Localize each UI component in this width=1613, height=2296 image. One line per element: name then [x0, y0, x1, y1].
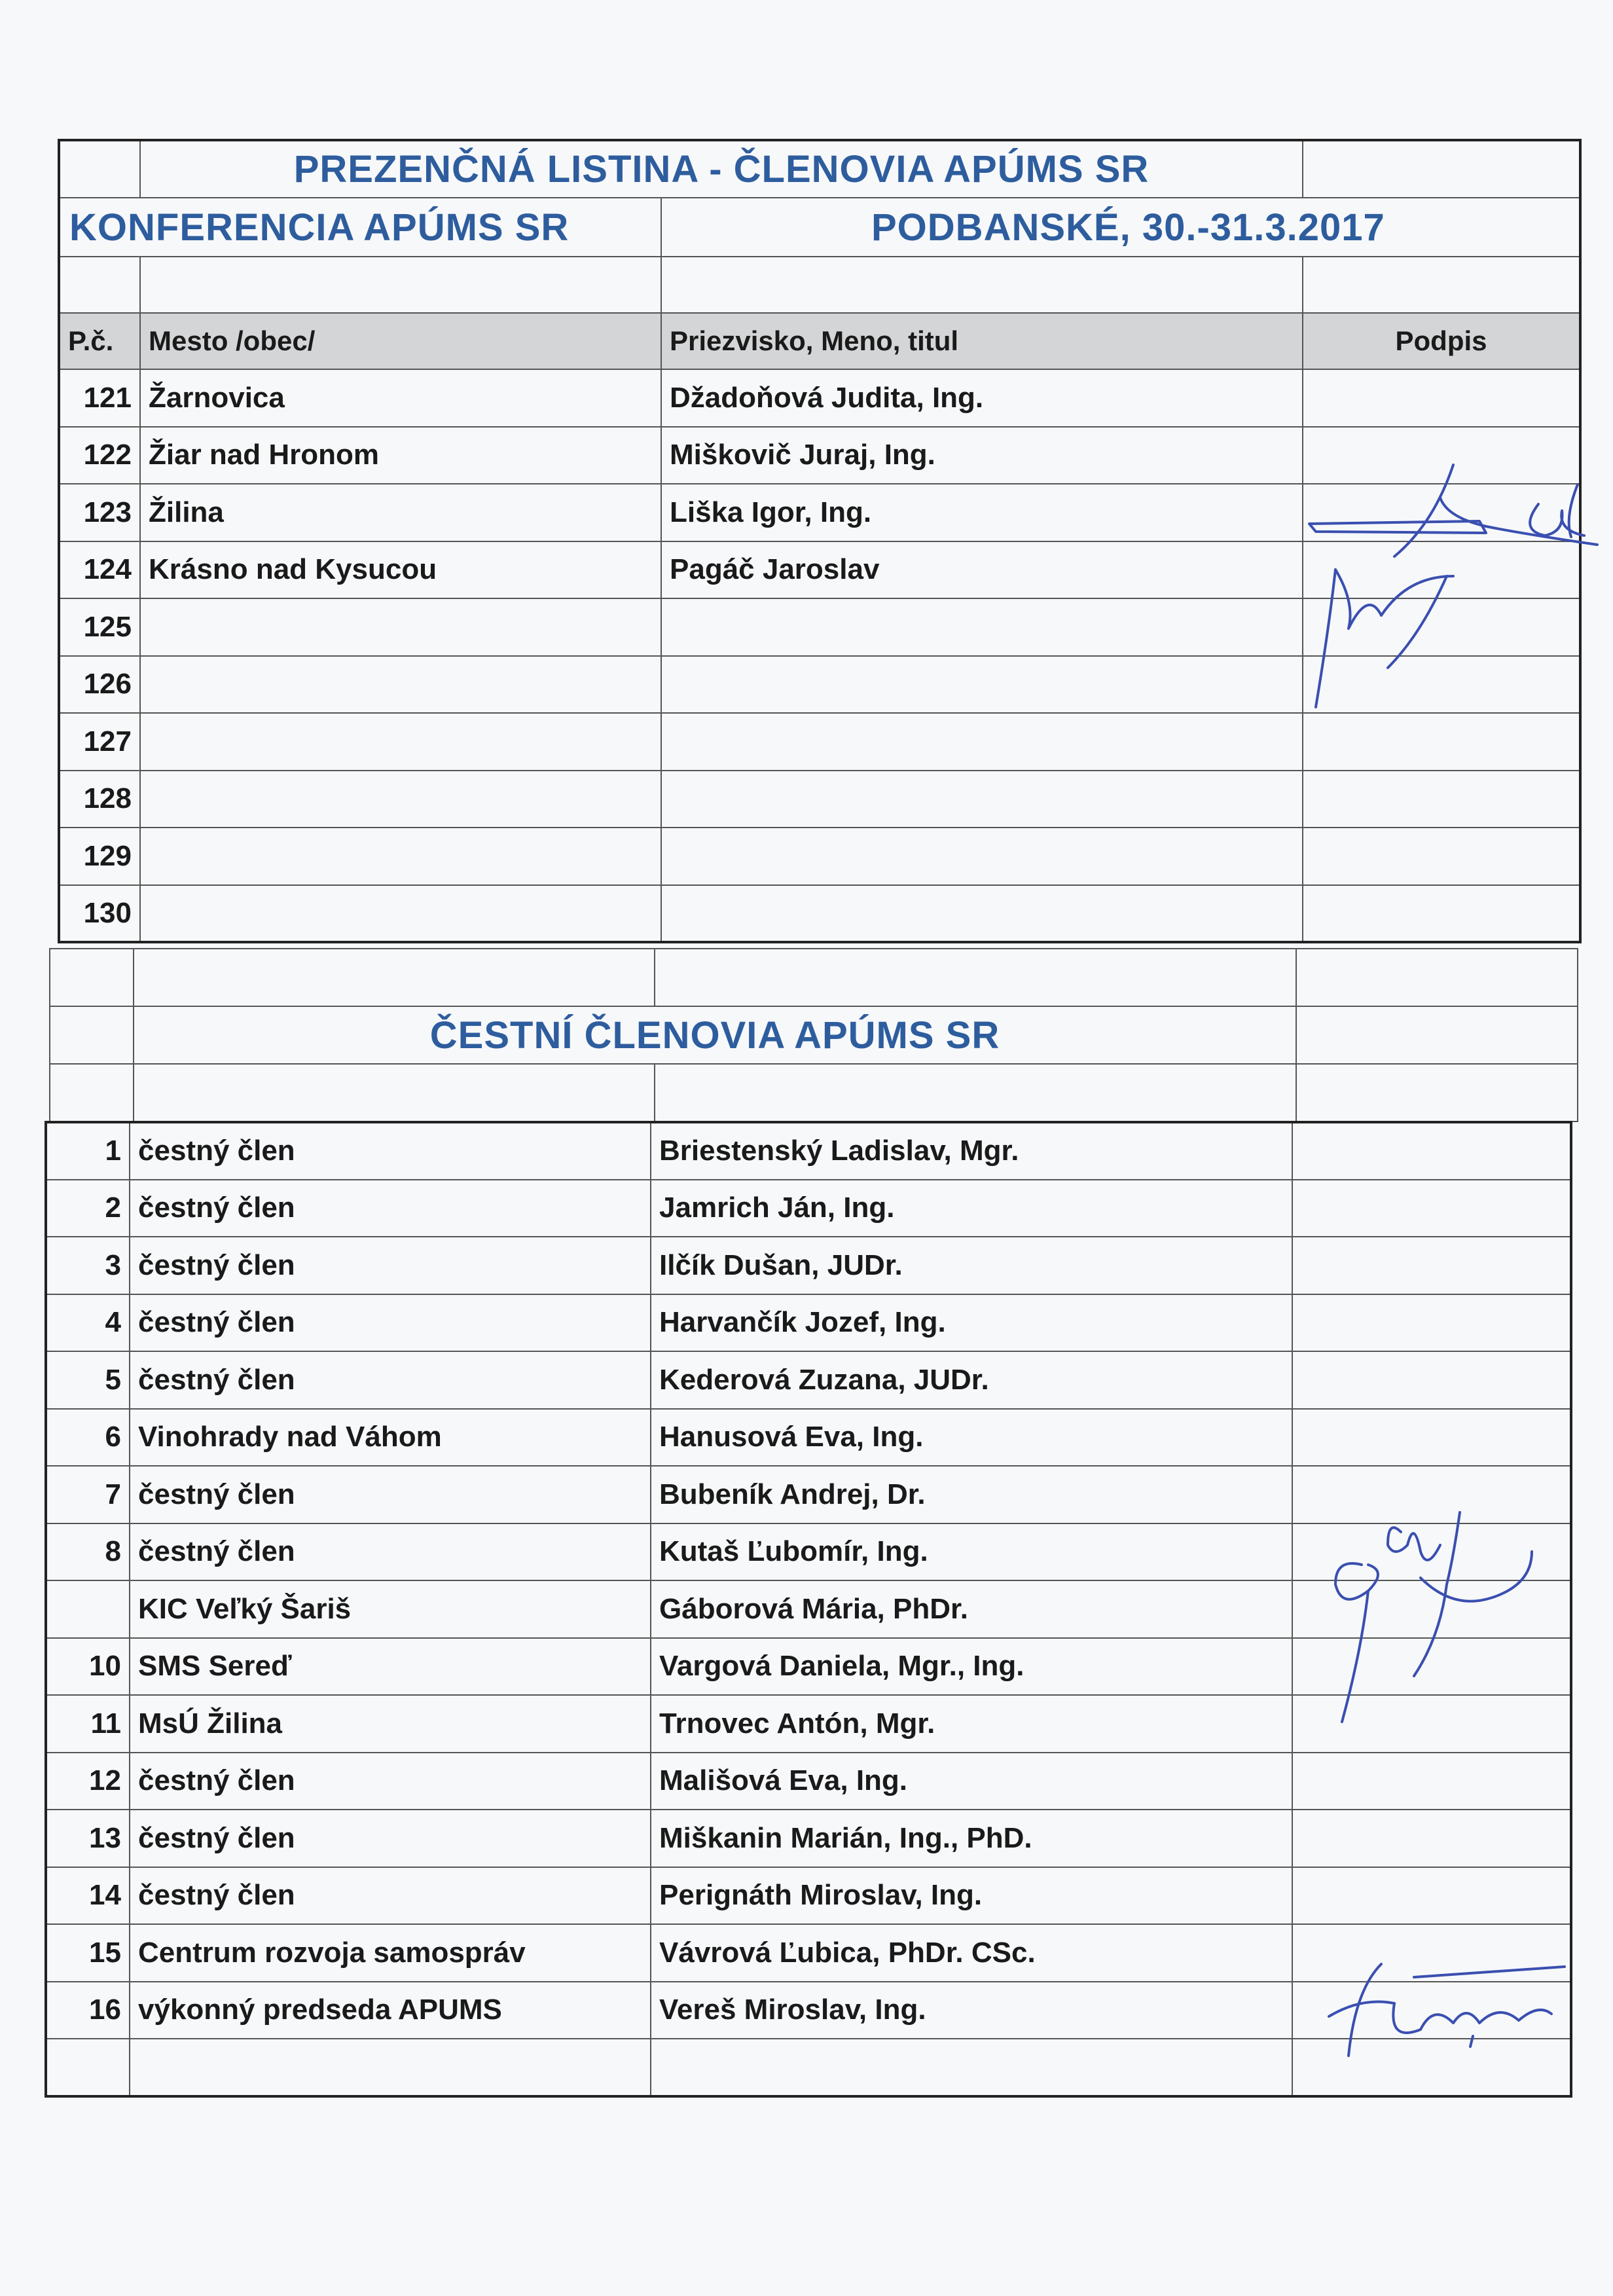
honorary-title-table: [49, 948, 1578, 1122]
table-row: [46, 1924, 1571, 1982]
row-city: čestný člen: [130, 1466, 651, 1523]
row-number: 4: [46, 1294, 130, 1352]
table-row: [46, 1638, 1571, 1696]
row-number: 130: [59, 885, 140, 943]
row-number: 15: [46, 1924, 130, 1982]
row-signature[interactable]: [1292, 1294, 1571, 1352]
row-number: 129: [59, 828, 140, 885]
row-city: Krásno nad Kysucou: [140, 541, 661, 599]
table-row: [46, 1351, 1571, 1409]
col-header-signature: Podpis: [1303, 313, 1580, 369]
row-city: výkonný predseda APUMS: [130, 1982, 651, 2039]
row-number: 14: [46, 1867, 130, 1925]
row-city: Žarnovica: [140, 369, 661, 427]
row-signature[interactable]: [1292, 1466, 1571, 1523]
row-name: Vargová Daniela, Mgr., Ing.: [651, 1638, 1292, 1696]
row-signature[interactable]: [1303, 885, 1580, 943]
row-name: Jamrich Ján, Ing.: [651, 1180, 1292, 1237]
honorary-table: [45, 1121, 1572, 2098]
row-name: Miškanin Marián, Ing., PhD.: [651, 1810, 1292, 1867]
table-row: [46, 2039, 1571, 2096]
row-signature[interactable]: [1292, 1523, 1571, 1581]
row-number: 2: [46, 1180, 130, 1237]
row-city: [140, 885, 661, 943]
table-row: [59, 885, 1580, 943]
row-name: Kederová Zuzana, JUDr.: [651, 1351, 1292, 1409]
row-signature[interactable]: [1303, 541, 1580, 599]
row-name: Liška Igor, Ing.: [661, 484, 1303, 541]
table-row: [59, 713, 1580, 771]
row-signature[interactable]: [1303, 427, 1580, 484]
row-signature[interactable]: [1303, 713, 1580, 771]
row-name: Miškovič Juraj, Ing.: [661, 427, 1303, 484]
table-row: [59, 427, 1580, 484]
row-name: Hanusová Eva, Ing.: [651, 1409, 1292, 1467]
row-city: MsÚ Žilina: [130, 1695, 651, 1753]
row-city: SMS Sereď: [130, 1638, 651, 1696]
table-row: [46, 1523, 1571, 1581]
row-signature[interactable]: [1292, 1753, 1571, 1810]
row-city: [140, 771, 661, 828]
row-city: Žiar nad Hronom: [140, 427, 661, 484]
row-city: [140, 598, 661, 656]
row-name: Vereš Miroslav, Ing.: [651, 1982, 1292, 2039]
col-header-no: P.č.: [59, 313, 140, 369]
row-number: 11: [46, 1695, 130, 1753]
table-row: [46, 1695, 1571, 1753]
row-name: Mališová Eva, Ing.: [651, 1753, 1292, 1810]
row-name: [661, 771, 1303, 828]
conference-row: [59, 198, 1580, 257]
row-signature[interactable]: [1292, 1982, 1571, 2039]
table-row: [59, 771, 1580, 828]
table-row: [59, 369, 1580, 427]
row-signature[interactable]: [1292, 1351, 1571, 1409]
table-row: [46, 1753, 1571, 1810]
row-name: [661, 885, 1303, 943]
row-number: 122: [59, 427, 140, 484]
row-city: čestný člen: [130, 1810, 651, 1867]
table-row: [59, 541, 1580, 599]
row-city: KIC Veľký Šariš: [130, 1580, 651, 1638]
row-city: [140, 656, 661, 714]
table-row: [59, 598, 1580, 656]
row-name: Vávrová Ľubica, PhDr. CSc.: [651, 1924, 1292, 1982]
row-signature[interactable]: [1292, 1122, 1571, 1180]
row-city: Žilina: [140, 484, 661, 541]
row-name: [651, 2039, 1292, 2096]
members-table: [58, 139, 1582, 943]
table-row: [46, 1580, 1571, 1638]
row-signature[interactable]: [1292, 1867, 1571, 1925]
conference-name: KONFERENCIA APÚMS SR: [59, 198, 661, 257]
place-date: PODBANSKÉ, 30.-31.3.2017: [661, 198, 1580, 257]
table-row: [46, 1237, 1571, 1294]
row-number: 5: [46, 1351, 130, 1409]
row-city: čestný člen: [130, 1753, 651, 1810]
honorary-section-title: ČESTNÍ ČLENOVIA APÚMS SR: [134, 1006, 1296, 1064]
row-number: 1: [46, 1122, 130, 1180]
row-city: čestný člen: [130, 1294, 651, 1352]
row-signature[interactable]: [1292, 1695, 1571, 1753]
row-signature[interactable]: [1292, 1810, 1571, 1867]
table-row: [46, 1982, 1571, 2039]
row-number: 128: [59, 771, 140, 828]
row-city: Vinohrady nad Váhom: [130, 1409, 651, 1467]
row-signature[interactable]: [1303, 656, 1580, 714]
table-row: [46, 1409, 1571, 1467]
row-city: Centrum rozvoja samospráv: [130, 1924, 651, 1982]
row-number: [46, 2039, 130, 2096]
row-name: Ilčík Dušan, JUDr.: [651, 1237, 1292, 1294]
row-name: Perignáth Miroslav, Ing.: [651, 1867, 1292, 1925]
row-number: 121: [59, 369, 140, 427]
row-name: Džadoňová Judita, Ing.: [661, 369, 1303, 427]
row-signature[interactable]: [1292, 2039, 1571, 2096]
spacer-row: [59, 257, 1580, 313]
table-row: [59, 828, 1580, 885]
table-row: [46, 1867, 1571, 1925]
row-number: 3: [46, 1237, 130, 1294]
row-city: [140, 828, 661, 885]
row-signature[interactable]: [1303, 828, 1580, 885]
row-number: 127: [59, 713, 140, 771]
row-city: čestný člen: [130, 1180, 651, 1237]
row-city: [140, 713, 661, 771]
honorary-title-row: [50, 1006, 1578, 1064]
spacer-row: [50, 1064, 1578, 1121]
row-number: 12: [46, 1753, 130, 1810]
row-name: Pagáč Jaroslav: [661, 541, 1303, 599]
spacer-row: [50, 949, 1578, 1006]
row-signature[interactable]: [1303, 484, 1580, 541]
row-number: 124: [59, 541, 140, 599]
row-city: [130, 2039, 651, 2096]
row-name: [661, 713, 1303, 771]
row-number: 125: [59, 598, 140, 656]
row-signature[interactable]: [1303, 369, 1580, 427]
document-title: PREZENČNÁ LISTINA - ČLENOVIA APÚMS SR: [140, 140, 1303, 198]
row-signature[interactable]: [1303, 771, 1580, 828]
table-row: [59, 484, 1580, 541]
row-number: 8: [46, 1523, 130, 1581]
table-row: [46, 1122, 1571, 1180]
row-city: čestný člen: [130, 1523, 651, 1581]
row-number: 10: [46, 1638, 130, 1696]
row-signature[interactable]: [1292, 1924, 1571, 1982]
row-number: 126: [59, 656, 140, 714]
row-city: čestný člen: [130, 1237, 651, 1294]
row-signature[interactable]: [1292, 1638, 1571, 1696]
row-city: čestný člen: [130, 1867, 651, 1925]
table-row: [46, 1294, 1571, 1352]
row-name: [661, 598, 1303, 656]
row-number: 13: [46, 1810, 130, 1867]
title-row: [59, 140, 1580, 198]
row-signature[interactable]: [1292, 1237, 1571, 1294]
row-signature[interactable]: [1303, 598, 1580, 656]
table-row: [46, 1466, 1571, 1523]
row-name: Kutaš Ľubomír, Ing.: [651, 1523, 1292, 1581]
row-number: 7: [46, 1466, 130, 1523]
row-number: 123: [59, 484, 140, 541]
row-city: čestný člen: [130, 1351, 651, 1409]
row-name: Briestenský Ladislav, Mgr.: [651, 1122, 1292, 1180]
row-number: [46, 1580, 130, 1638]
row-number: 16: [46, 1982, 130, 2039]
row-name: [661, 656, 1303, 714]
row-name: Gáborová Mária, PhDr.: [651, 1580, 1292, 1638]
row-city: čestný člen: [130, 1122, 651, 1180]
table-row: [46, 1810, 1571, 1867]
table-row: [59, 656, 1580, 714]
col-header-name: Priezvisko, Meno, titul: [661, 313, 1303, 369]
row-signature[interactable]: [1292, 1580, 1571, 1638]
row-number: 6: [46, 1409, 130, 1467]
row-signature[interactable]: [1292, 1409, 1571, 1467]
table-row: [46, 1180, 1571, 1237]
column-header-row: [59, 313, 1580, 369]
col-header-city: Mesto /obec/: [140, 313, 661, 369]
row-name: Bubeník Andrej, Dr.: [651, 1466, 1292, 1523]
row-name: [661, 828, 1303, 885]
row-signature[interactable]: [1292, 1180, 1571, 1237]
row-name: Trnovec Antón, Mgr.: [651, 1695, 1292, 1753]
row-name: Harvančík Jozef, Ing.: [651, 1294, 1292, 1352]
